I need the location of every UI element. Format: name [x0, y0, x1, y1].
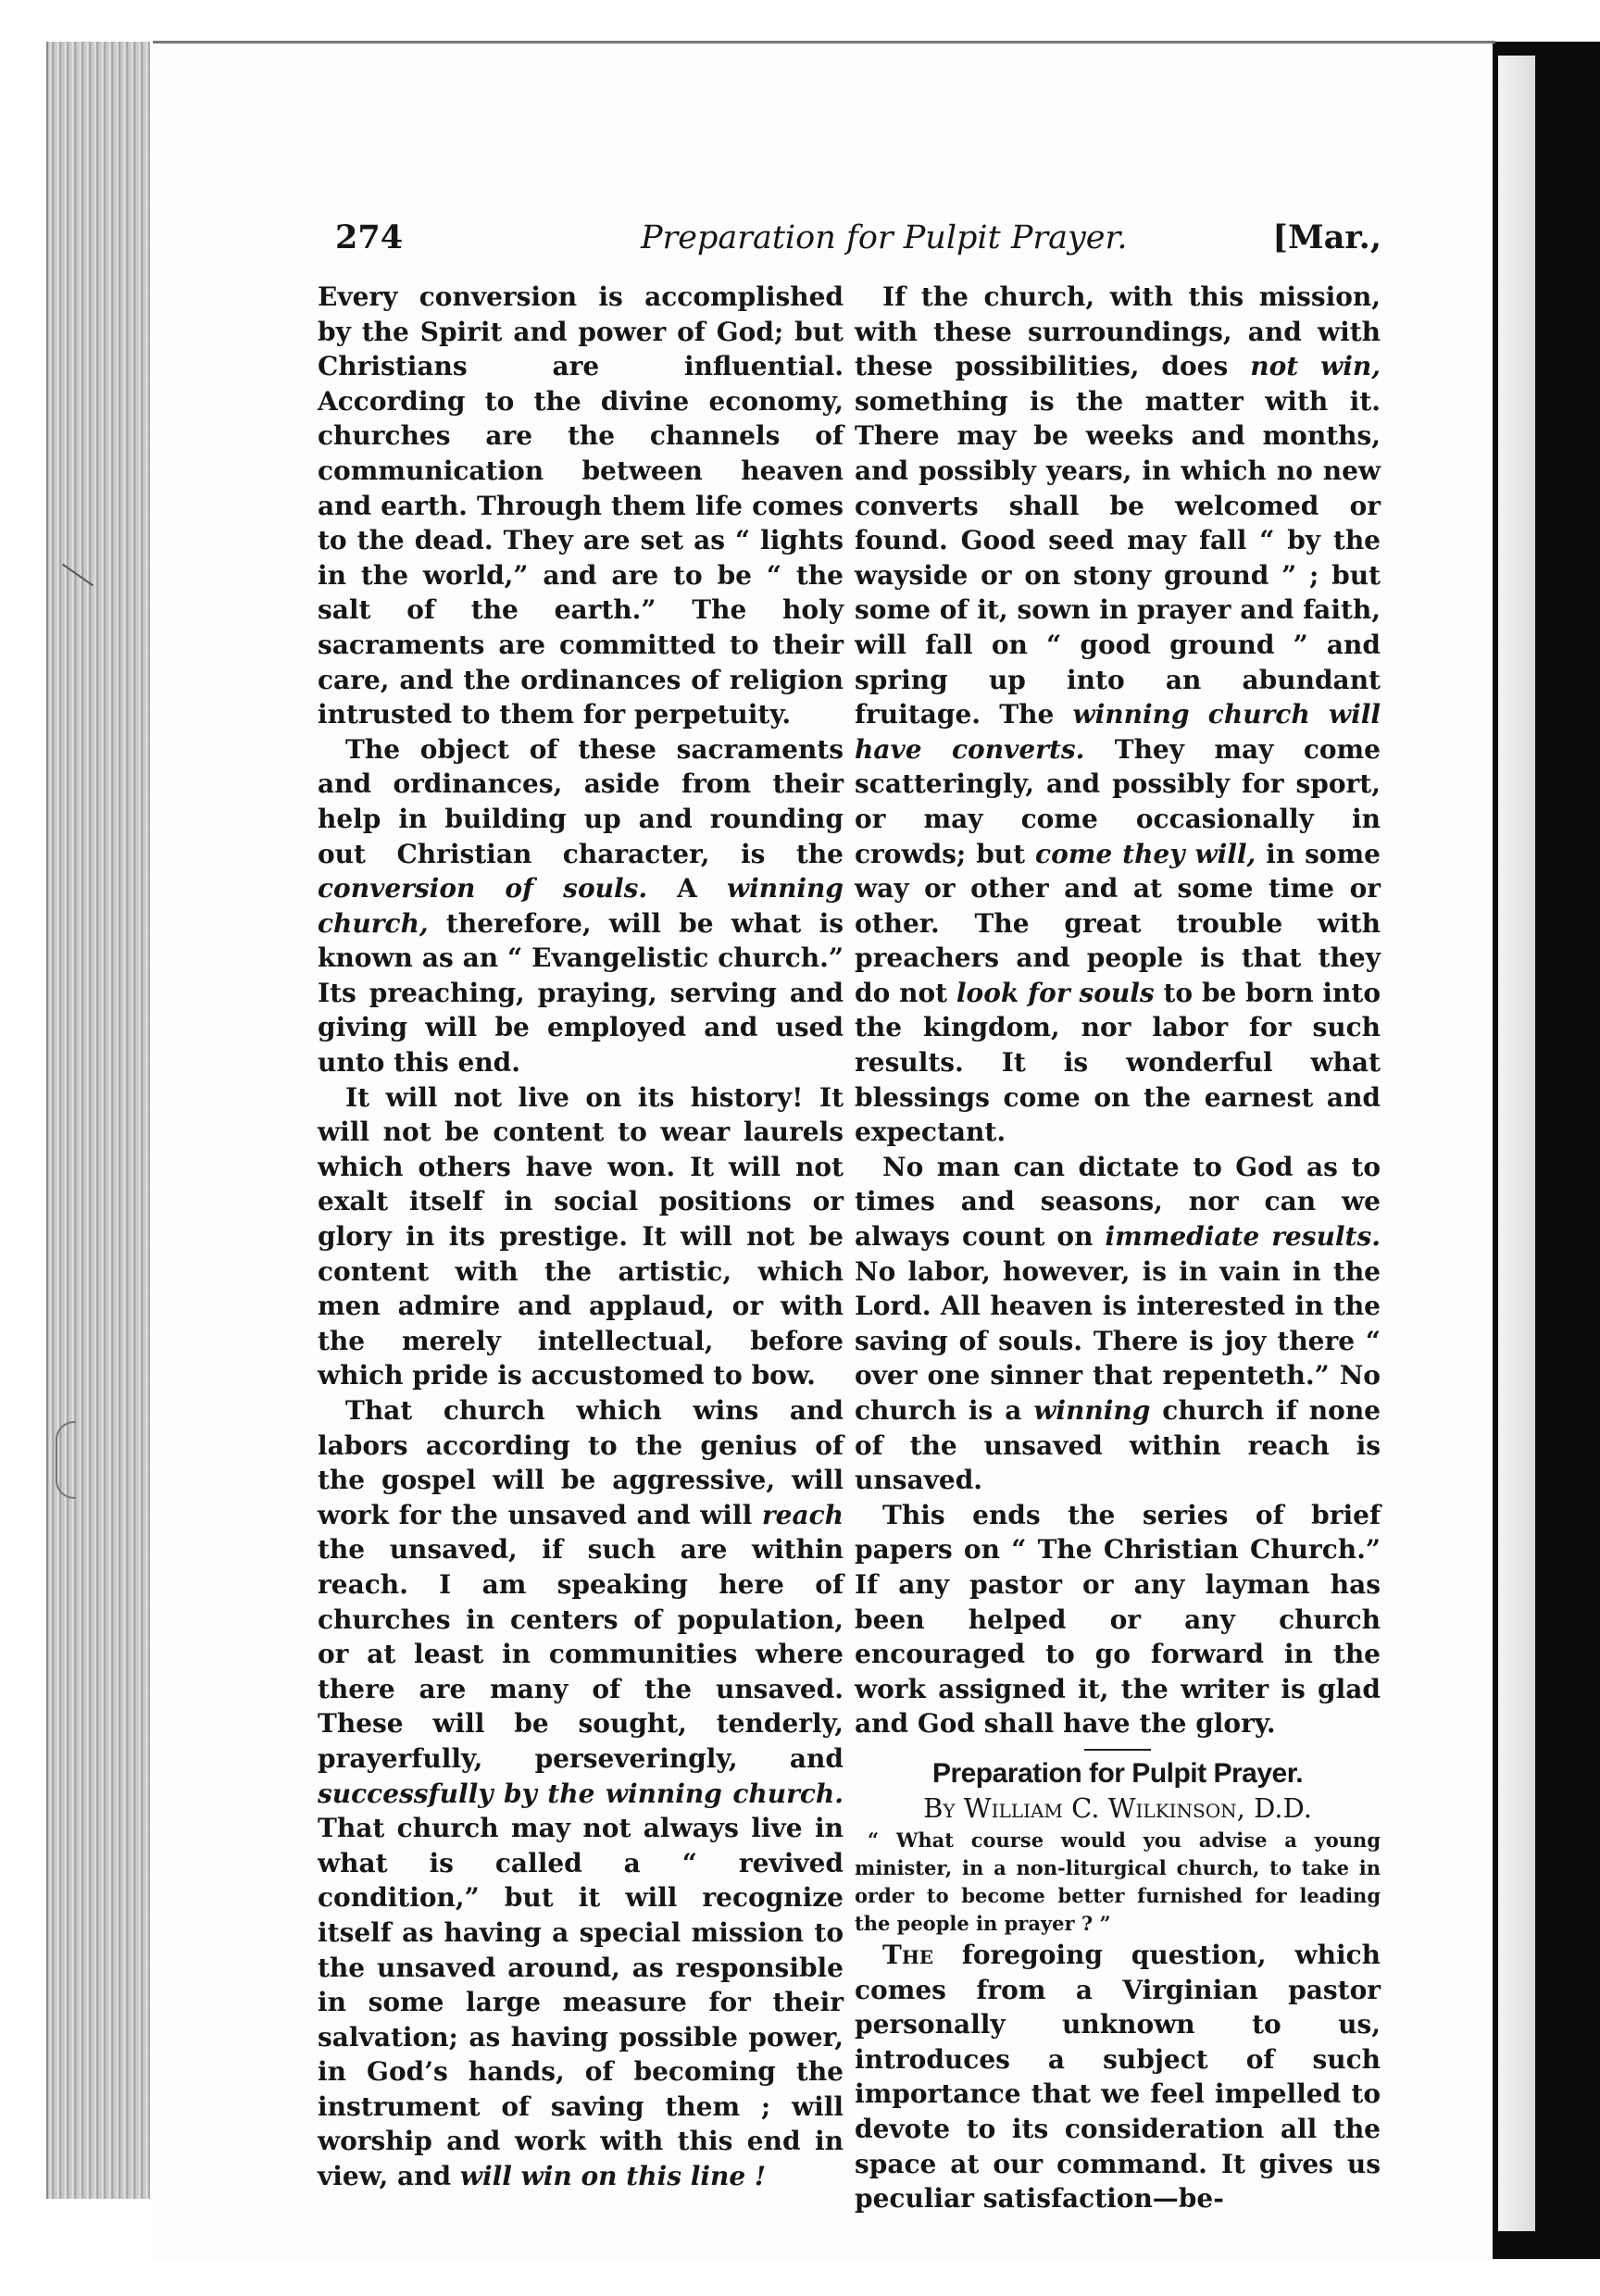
section-divider [1084, 1749, 1151, 1751]
paragraph: This ends the series of brief papers on “ The Christian Church.” If any pastor or any layman has been helped or any church encouraged to go forward in the work assigned it, the writer is glad and God shall have the glory. [855, 1499, 1381, 1740]
paragraph: No man can dictate to God as to times and seasons, nor can we always count on immediate results. No labor, however, is in vain in the Lord. All heaven is interested in the saving of souls. There is joy there “ over one sinner that repenteth.” No church is a winning church if none of the unsaved within reach is unsaved. [855, 1151, 1381, 1496]
running-month: [Mar., [1272, 218, 1381, 256]
epigraph: “ What course would you advise a young minister, in a non-liturgical church, to take in order to become better furnished for leading the people in prayer ? ” [855, 1828, 1381, 1935]
right-column [855, 280, 1381, 2216]
paragraph: That church which wins and labors according to the genius of the gospel will be aggressive, will work for the unsaved and will reach the unsaved, if such are within reach. I am speaking here of churches in centers of population, or at least in communities where there are many of the unsaved. These will be sought, tenderly, prayerfully, perseveringly, and successfully by the winning church. That church may not always live in what is called a “ revived condition,” but it will recognize itself as having a special mission to the unsaved around, as responsible in some large measure for their salvation; as having possible power, in God’s hands, of becoming the instrument of saving them ; will worship and work with this end in view, and will win on this line ! [318, 1395, 844, 2192]
left-column [318, 280, 844, 2194]
paragraph: Every conversion is accomplished by the Spirit and power of God; but Christians are influential. According to the divine economy, churches are the channels of communication between heaven and earth. Through them life comes to the dead. They are set as “ lights in the world,” and are to be “ the salt of the earth.” The holy sacraments are committed to their care, and the ordinances of religion intrusted to them for perpetuity. [318, 281, 844, 730]
page-number: 274 [335, 218, 404, 256]
paragraph: It will not live on its history! It will not be content to wear laurels which others have won. It will not exalt itself in social positions or glory in its prestige. It will not be content with the artistic, which men admire and applaud, or with the merely intellectual, before which pride is accustomed to bow. [318, 1081, 844, 1391]
edge-curl-mark [56, 1421, 76, 1499]
paragraph: The foregoing question, which comes from a Virginian pastor personally unknown to us, introduces a subject of such importance that we feel impelled to devote to its consideration all the space at our command. It gives us peculiar satisfaction—be- [855, 1939, 1381, 2215]
running-title: Preparation for Pulpit Prayer. [641, 219, 1128, 256]
running-head [335, 215, 1381, 261]
edge-tick-mark [62, 564, 94, 587]
paragraph: The object of these sacraments and ordinances, aside from their help in building up and rounding out Christian character, is the conversion of souls. A winning church, therefore, will be what is known as an “ Evangelistic church.” Its preaching, praying, serving and giving will be employed and used unto this end. [318, 733, 844, 1079]
paragraph: If the church, with this mission, with these surroundings, and with these possibilities, does not win, something is the matter with it. There may be weeks and months, and possibly years, in which no new converts shall be welcomed or found. Good seed may fall “ by the wayside or on stony ground ” ; but some of it, sown in prayer and faith, will fall on “ good ground ” and spring up into an abundant fruitage. The winning church will have converts. They may come scatteringly, and possibly for sport, or may come occasionally in crowds; but come they will, in some way or other and at some time or other. The great trouble with preachers and people is that they do not look for souls to be born into the kingdom, nor labor for such results. It is wonderful what blessings come on the earnest and expectant. [855, 281, 1381, 1148]
adjacent-page-strip [1498, 56, 1535, 2231]
book-page-edges [46, 42, 150, 2199]
article-title: Preparation for Pulpit Prayer. [931, 1757, 1304, 1789]
page-top-edge [153, 41, 1495, 44]
byline: By William C. Wilkinson, D.D. [923, 1791, 1312, 1824]
